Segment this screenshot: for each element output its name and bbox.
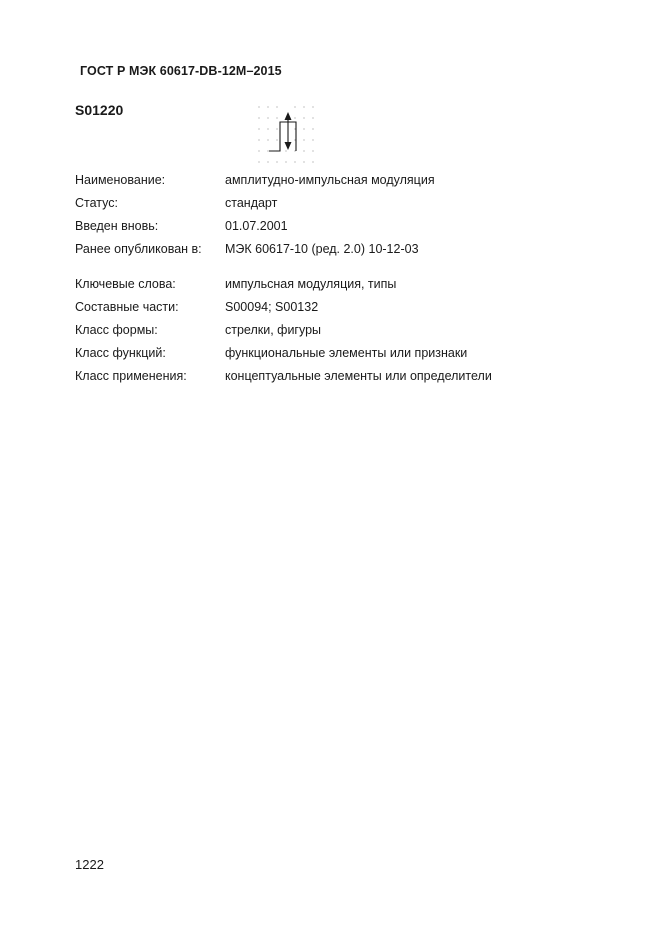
field-row-application-class [75,368,635,391]
field-value: импульсная модуляция, типы [225,277,397,291]
field-value: МЭК 60617-10 (ред. 2.0) 10-12-03 [225,242,419,256]
field-label: Статус: [75,196,118,210]
field-value: концептуальные элементы или определители [225,369,492,383]
pulse-amplitude-modulation-symbol-icon [254,102,324,168]
field-label: Класс применения: [75,369,187,383]
field-label: Составные части: [75,300,179,314]
field-row-name [75,172,635,195]
field-row-shape-class [75,322,635,345]
field-label: Класс функций: [75,346,166,360]
field-value: амплитудно-импульсная модуляция [225,173,435,187]
field-label: Введен вновь: [75,219,159,233]
field-value: функциональные элементы или признаки [225,346,468,360]
field-row-components [75,299,635,322]
page-number: 1222 [75,857,104,872]
field-row-keywords [75,276,635,299]
field-value: стандарт [225,196,278,210]
document-header: ГОСТ Р МЭК 60617-DB-12M–2015 [80,64,282,78]
symbol-code: S01220 [75,102,124,118]
field-label: Класс формы: [75,323,158,337]
field-label: Ранее опубликован в: [75,242,202,256]
field-row-status [75,195,635,218]
field-value: S00094; S00132 [225,300,319,314]
symbol-attributes [75,172,635,391]
field-value: 01.07.2001 [225,219,288,233]
field-label: Наименование: [75,173,166,187]
field-row-previously-published [75,241,635,264]
field-row-function-class [75,345,635,368]
field-value: стрелки, фигуры [225,323,322,337]
section-gap [75,264,635,276]
field-row-introduced [75,218,635,241]
field-label: Ключевые слова: [75,277,176,291]
